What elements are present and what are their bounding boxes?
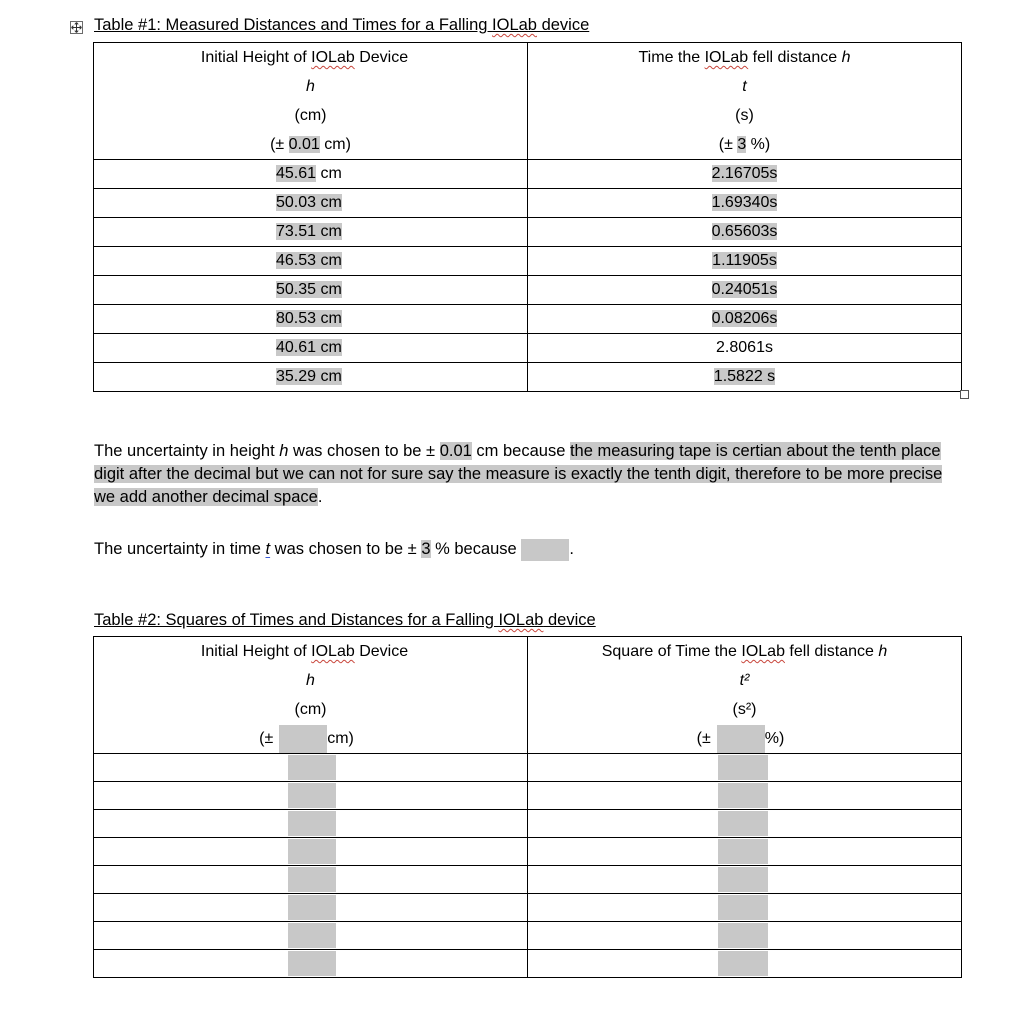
height-cell[interactable]: 35.29 cm — [94, 363, 528, 392]
uncertainty-time: (± 3 %) — [718, 136, 771, 153]
symbol-h: h — [306, 78, 315, 95]
table-resize-handle[interactable] — [960, 390, 969, 399]
height-cell[interactable] — [94, 866, 528, 894]
table-row — [94, 782, 962, 810]
height-cell[interactable]: 50.35 cm — [94, 276, 528, 305]
move-arrows-icon — [71, 22, 82, 33]
table2-header-height: Initial Height of IOLab Device h (cm) (± cm) — [94, 637, 528, 754]
symbol-t: t — [742, 78, 747, 95]
height-cell[interactable] — [94, 894, 528, 922]
height-cell[interactable]: 50.03 cm — [94, 189, 528, 218]
table-row — [94, 810, 962, 838]
table-row — [94, 218, 962, 247]
height-cell[interactable] — [94, 950, 528, 978]
table2-header-row — [94, 637, 962, 754]
height-cell[interactable]: 46.53 cm — [94, 247, 528, 276]
table-row — [94, 247, 962, 276]
height-uncertainty-paragraph: The uncertainty in height h was chosen to be ± 0.01 cm because the measuring tape is certian about the tenth place digit after the decimal but we can not for sure say the measure is exactly the tenth digit, therefore to be more precise we add another decimal space. — [94, 442, 943, 506]
uncertainty-height: (± 0.01 cm) — [270, 136, 351, 153]
table-move-handle[interactable] — [70, 21, 83, 34]
time-cell[interactable] — [528, 782, 962, 810]
time-uncertainty-input[interactable] — [717, 725, 765, 753]
height-cell[interactable] — [94, 782, 528, 810]
time-reason-field[interactable] — [521, 539, 569, 561]
caption-brand: IOLab — [492, 16, 537, 34]
table-row — [94, 189, 962, 218]
unit-cm: (cm) — [294, 701, 327, 718]
time-cell[interactable]: 0.08206s — [528, 305, 962, 334]
height-cell[interactable]: 45.61 cm — [94, 160, 528, 189]
height-cell[interactable]: 40.61 cm — [94, 334, 528, 363]
height-reason-field[interactable]: the measuring tape is certian about the tenth place digit after the decimal but we can not for sure say the measure is exactly the tenth digit, therefore to be more precise we add another decimal space — [94, 442, 943, 506]
symbol-t-squared: t² — [739, 672, 750, 689]
time-cell[interactable]: 2.8061s — [528, 334, 962, 363]
table-row — [94, 305, 962, 334]
time-cell[interactable]: 2.16705s — [528, 160, 962, 189]
caption-text: Table #1: Measured Distances and Times for a Falling — [94, 16, 493, 34]
time-cell[interactable]: 1.69340s — [528, 189, 962, 218]
table-row — [94, 894, 962, 922]
table2 — [93, 636, 962, 978]
height-uncertainty-input[interactable] — [279, 725, 327, 753]
uncertainty-time: (± %) — [528, 724, 961, 753]
uncertainty-height: (± cm) — [94, 724, 527, 753]
time-cell[interactable]: 1.11905s — [528, 247, 962, 276]
height-cell[interactable] — [94, 838, 528, 866]
table-row — [94, 838, 962, 866]
table-row — [94, 334, 962, 363]
table1-header-height: Initial Height of IOLab Device h (cm) (± 0.01 cm) — [94, 43, 528, 160]
time-cell[interactable] — [528, 922, 962, 950]
table-row — [94, 160, 962, 189]
table2-caption: Table #2: Squares of Times and Distances for a Falling IOLab device — [94, 611, 596, 629]
time-cell[interactable]: 0.24051s — [528, 276, 962, 305]
table2-header-time: Square of Time the IOLab fell distance h t² (s²) (± %) — [528, 637, 962, 754]
table-row — [94, 950, 962, 978]
height-cell[interactable]: 80.53 cm — [94, 305, 528, 334]
time-cell[interactable] — [528, 894, 962, 922]
time-cell[interactable] — [528, 810, 962, 838]
height-cell[interactable] — [94, 922, 528, 950]
table-row — [94, 866, 962, 894]
table1-header-time: Time the IOLab fell distance h t (s) (± 3 %) — [528, 43, 962, 160]
unit-s-squared: (s²) — [732, 701, 757, 718]
time-cell[interactable] — [528, 950, 962, 978]
time-uncertainty-paragraph: The uncertainty in time t was chosen to be ± 3 % because . — [94, 538, 954, 561]
caption-suffix: device — [536, 16, 590, 34]
time-cell[interactable] — [528, 866, 962, 894]
table-row — [94, 754, 962, 782]
height-cell[interactable] — [94, 754, 528, 782]
unit-cm: (cm) — [294, 107, 327, 124]
table1 — [93, 42, 962, 392]
time-cell[interactable]: 0.65603s — [528, 218, 962, 247]
time-cell[interactable] — [528, 754, 962, 782]
time-cell[interactable] — [528, 838, 962, 866]
table-row — [94, 922, 962, 950]
table-row — [94, 363, 962, 392]
symbol-h: h — [306, 672, 315, 689]
unit-s: (s) — [735, 107, 754, 124]
height-cell[interactable] — [94, 810, 528, 838]
table-row — [94, 276, 962, 305]
height-cell[interactable]: 73.51 cm — [94, 218, 528, 247]
table1-caption — [94, 16, 589, 35]
table1-header-row — [94, 43, 962, 160]
time-cell[interactable]: 1.5822 s — [528, 363, 962, 392]
